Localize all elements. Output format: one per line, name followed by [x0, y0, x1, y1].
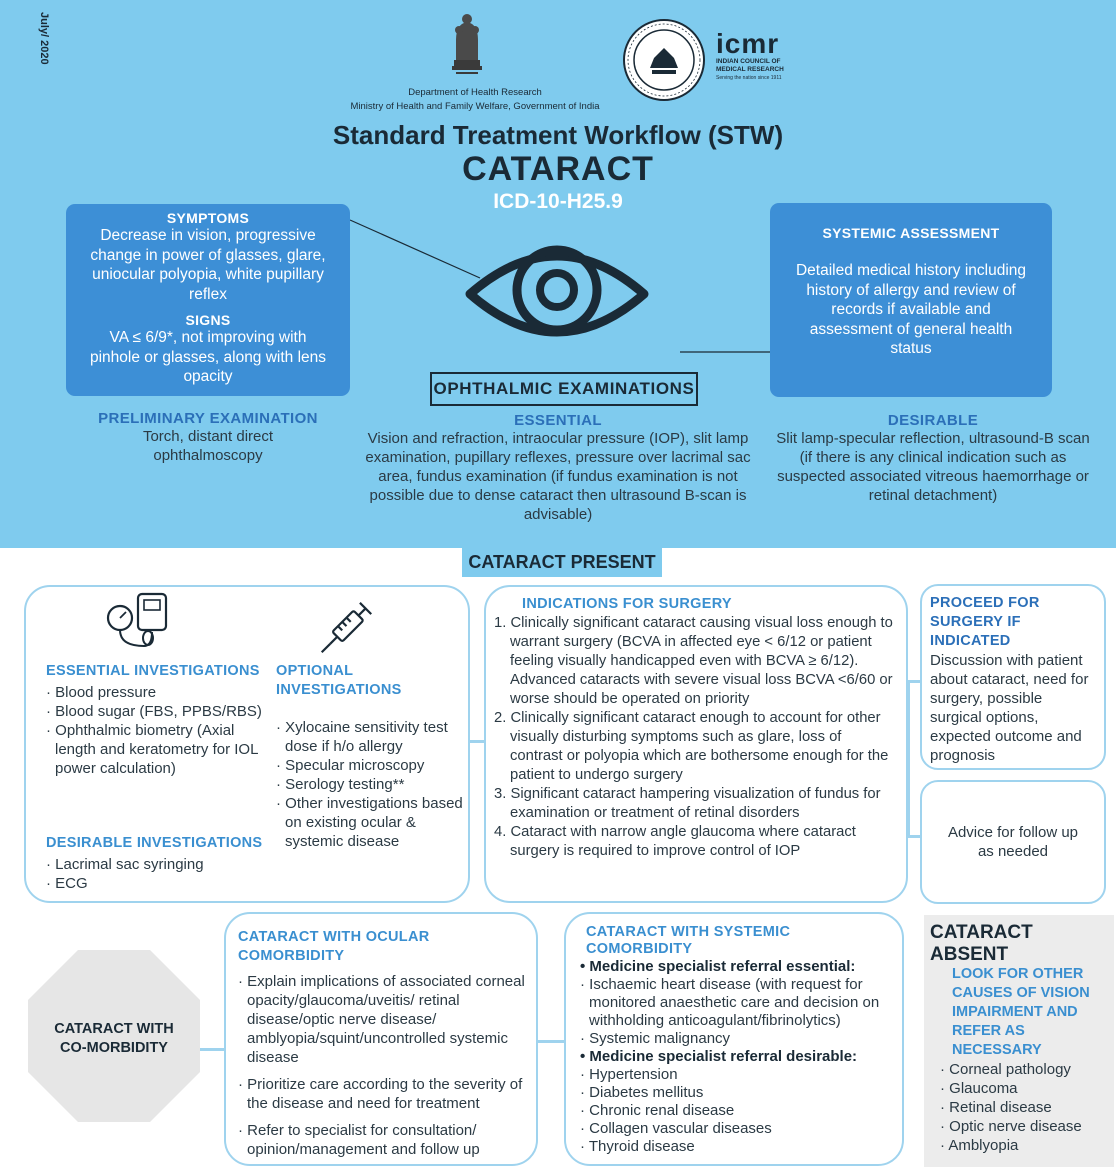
list-item: · Hypertension — [580, 1066, 678, 1083]
list-item: · Amblyopia — [940, 1137, 1019, 1154]
systemic-comorbidity-heading: CATARACT WITH SYSTEMIC COMORBIDITY — [586, 924, 791, 957]
ministry-line: Ministry of Health and Family Welfare, Government of India — [350, 101, 600, 112]
list-item: 4. Cataract with narrow angle glaucoma where cataract surgery is required to improve control of IOP — [494, 824, 856, 859]
essential-referral-heading: • Medicine specialist referral essential: — [580, 958, 856, 975]
list-item: · Optic nerve disease — [940, 1118, 1082, 1135]
symptoms-text: Decrease in vision, progressive change in power of glasses, glare, uniocular polyopia, white pupillary reflex — [90, 227, 326, 303]
desirable-investigations-heading: DESIRABLE INVESTIGATIONS — [46, 835, 263, 851]
list-item: 1. Clinically significant cataract causing visual loss enough to warrant surgery (BCVA in affected eye < 6/12 or patient feeling visually handicapped even with BCVA ≥ 6/12). Advanced cataracts with severe visual loss BCVA <6/60 or worse should be operated on priority — [494, 615, 893, 707]
list-item: · Other investigations based on existing ocular & systemic disease — [276, 795, 463, 850]
list-item: · Ophthalmic biometry (Axial length and keratometry for IOL power calculation) — [46, 722, 258, 777]
absent-subheading: LOOK FOR OTHER CAUSES OF VISION IMPAIRMENT AND REFER AS NECESSARY — [952, 966, 1090, 1058]
proceed-heading: PROCEED FOR SURGERY IF INDICATED — [930, 595, 1040, 649]
list-item: · Glaucoma — [940, 1080, 1018, 1097]
optional-investigations — [276, 662, 466, 851]
list-item: · Specular microscopy — [276, 757, 425, 774]
optional-investigations-heading: OPTIONAL INVESTIGATIONS — [276, 663, 402, 698]
advice-text: Advice for follow up as needed — [947, 824, 1079, 860]
desirable-text: Slit lamp-specular reflection, ultrasound-B scan (if there is any clinical indication such as suspected associated vitreous haemorrhage or retinal detachment) — [776, 430, 1090, 504]
connector — [469, 740, 485, 743]
date-label: July/ 2020 — [38, 12, 50, 65]
list-item: · Corneal pathology — [940, 1061, 1071, 1078]
condition-title: CATARACT — [462, 150, 654, 188]
list-item: · Refer to specialist for consultation/ opinion/management and follow up — [238, 1122, 480, 1158]
systemic-heading: SYSTEMIC ASSESSMENT — [822, 225, 1000, 241]
list-item: 2. Clinically significant cataract enough to account for other visually disturbing symptoms such as glare, loss of contrast or polyopia which are bothersome enough for the patient to undergo surgery — [494, 710, 889, 783]
advice-box — [920, 780, 1106, 904]
list-item: · Xylocaine sensitivity test dose if h/o allergy — [276, 719, 448, 755]
proceed-text: Discussion with patient about cataract, need for surgery, possible surgical options, expected outcome and prognosis — [930, 652, 1089, 764]
blood-pressure-monitor-icon — [104, 588, 174, 658]
list-item: · Lacrimal sac syringing — [46, 856, 204, 873]
systemic-assessment-box — [770, 203, 1052, 397]
indications-heading: INDICATIONS FOR SURGERY — [522, 596, 732, 612]
icmr-tagline: Serving the nation since 1911 — [716, 75, 782, 81]
connector — [535, 1040, 565, 1043]
symptoms-heading: SYMPTOMS — [166, 210, 250, 226]
department-line: Department of Health Research — [408, 87, 542, 98]
list-item: · Retinal disease — [940, 1099, 1052, 1116]
essential-heading: ESSENTIAL — [514, 412, 602, 429]
eye-icon — [462, 232, 652, 352]
preliminary-text: Torch, distant direct ophthalmoscopy — [142, 428, 274, 464]
list-item: · Thyroid disease — [580, 1138, 695, 1155]
icmr-full-name-2: MEDICAL RESEARCH — [716, 66, 784, 73]
list-item: · Prioritize care according to the severity of the disease and need for treatment — [238, 1076, 523, 1112]
list-item: · Ischaemic heart disease (with request for monitored anaesthetic care and decision on withholding anticoagulant/fibrinolytics) — [580, 976, 880, 1029]
icd-code: ICD-10-H25.9 — [493, 190, 623, 213]
national-emblem-icon — [446, 10, 488, 80]
list-item: · Explain implications of associated corneal opacity/glaucoma/uveitis/ retinal disease/optic nerve disease/ amblyopia/squint/uncontrolled systemic disease — [238, 973, 525, 1066]
cataract-present-label: CATARACT PRESENT — [462, 547, 662, 577]
list-item: · Blood sugar (FBS, PPBS/RBS) — [46, 703, 262, 720]
essential-investigations-heading: ESSENTIAL INVESTIGATIONS — [46, 663, 260, 679]
syringe-icon — [316, 590, 384, 658]
preliminary-examination — [66, 410, 350, 465]
essential-examination — [362, 412, 754, 524]
ophthalmic-examinations-label: OPHTHALMIC EXAMINATIONS — [430, 372, 698, 406]
desirable-referral-heading: • Medicine specialist referral desirable: — [580, 1048, 858, 1065]
ocular-comorbidity-box — [224, 912, 538, 1166]
list-item: · ECG — [46, 875, 88, 892]
desirable-investigations — [46, 834, 276, 893]
list-item: · Collagen vascular diseases — [580, 1120, 772, 1137]
icmr-name: icmr — [716, 28, 780, 59]
list-item: · Serology testing** — [276, 776, 405, 793]
list-item: · Diabetes mellitus — [580, 1084, 704, 1101]
proceed-surgery-box — [920, 584, 1106, 770]
signs-text: VA ≤ 6/9*, not improving with pinhole or glasses, along with lens opacity — [89, 329, 327, 385]
preliminary-heading: PRELIMINARY EXAMINATION — [98, 410, 318, 427]
systemic-comorbidity-box — [564, 912, 904, 1166]
ocular-comorbidity-heading: CATARACT WITH OCULAR COMORBIDITY — [238, 929, 430, 964]
signs-heading: SIGNS — [185, 312, 231, 328]
symptoms-box — [66, 204, 350, 396]
absent-list — [940, 1060, 1110, 1155]
list-item: 3. Significant cataract hampering visualization of fundus for examination or treatment of retinal disorders — [494, 786, 881, 821]
desirable-heading: DESIRABLE — [887, 412, 979, 429]
icmr-seal-icon — [622, 18, 706, 102]
page-title: Standard Treatment Workflow (STW) — [332, 120, 784, 150]
cataract-absent-heading: CATARACT ABSENT — [930, 922, 1033, 965]
essential-text: Vision and refraction, intraocular pressure (IOP), slit lamp examination, pupillary reflexes, pressure over lacrimal sac area, fundus examination (if fundus examination is not possible due to dense cataract then ultrasound B-scan is advisable) — [365, 430, 751, 523]
essential-investigations — [46, 662, 276, 778]
department-text — [330, 86, 620, 114]
list-item: · Chronic renal disease — [580, 1102, 735, 1119]
comorbidity-octagon-label: CATARACT WITH CO-MORBIDITY — [54, 1021, 174, 1056]
icmr-full-name-1: INDIAN COUNCIL OF — [716, 58, 781, 65]
indications-box — [484, 585, 908, 903]
desirable-examination — [770, 412, 1096, 505]
list-item: · Systemic malignancy — [580, 1030, 731, 1047]
systemic-text: Detailed medical history including history of allergy and review of records if available and assessment of general health status — [795, 262, 1027, 357]
icmr-logo — [716, 30, 826, 90]
list-item: · Blood pressure — [46, 684, 157, 701]
